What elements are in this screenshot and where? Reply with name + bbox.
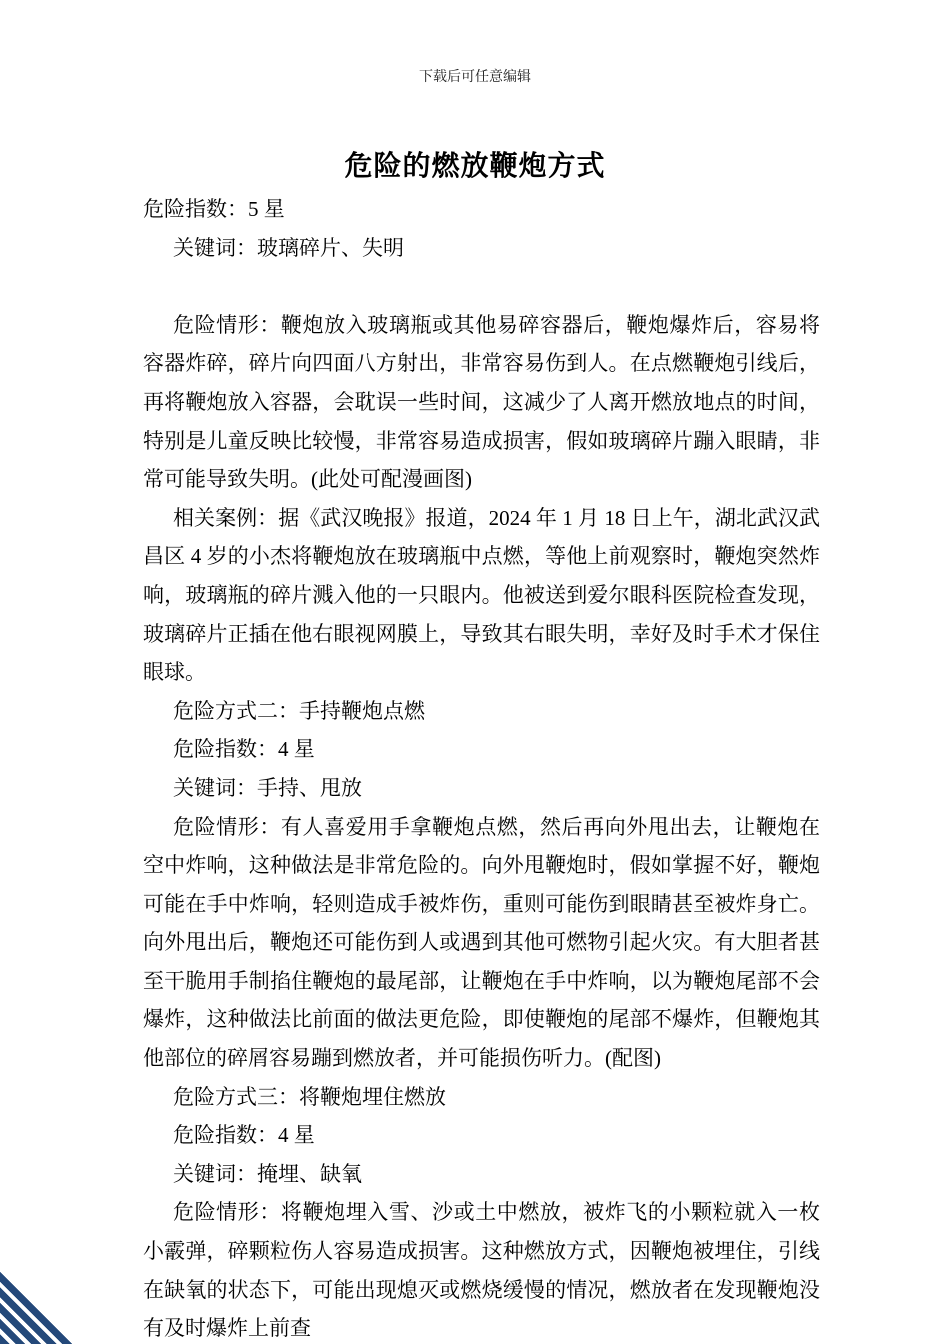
case-paragraph-1: 相关案例：据《武汉晚报》报道，2024 年 1 月 18 日上午，湖北武汉武昌区 4 岁的小杰将鞭炮放在玻璃瓶中点燃，等他上前观察时，鞭炮突然炸响，玻璃瓶的碎片溅入他的一只眼内。他被送到爱尔眼科医院检查发现，玻璃碎片正插在他右眼视网膜上，导致其右眼失明，幸好及时手术才保住眼球。 — [143, 505, 820, 685]
section-heading-3: 危险方式三：将鞭炮埋住燃放 — [173, 1084, 446, 1109]
danger-index-3: 危险指数：4 星 — [173, 1123, 315, 1148]
page-title: 危险的燃放鞭炮方式 — [344, 151, 606, 182]
watermark-text: 下载后可任意编辑 — [419, 70, 531, 85]
document-body — [143, 190, 820, 1344]
danger-index-1: 危险指数：5 星 — [143, 197, 285, 221]
danger-index-2: 危险指数：4 星 — [173, 737, 315, 762]
keywords-1: 关键词：玻璃碎片、失明 — [173, 235, 404, 260]
situation-paragraph-1: 危险情形：鞭炮放入玻璃瓶或其他易碎容器后，鞭炮爆炸后，容易将容器炸碎，碎片向四面八方射出，非常容易伤到人。在点燃鞭炮引线后，再将鞭炮放入容器，会耽误一些时间，这减少了人离开燃放地点的时间，特别是儿童反映比较慢，非常容易造成损害，假如玻璃碎片蹦入眼睛，非常可能导致失明。(此处可配漫画图) — [143, 312, 820, 492]
section-heading-2: 危险方式二：手持鞭炮点燃 — [173, 698, 425, 723]
keywords-2: 关键词：手持、甩放 — [173, 775, 362, 800]
situation-paragraph-3: 危险情形：将鞭炮埋入雪、沙或土中燃放，被炸飞的小颗粒就入一枚小霰弹，碎颗粒伤人容易造成损害。这种燃放方式，因鞭炮被埋住，引线在缺氧的状态下，可能出现熄灭或燃烧缓慢的情况，燃放者在发现鞭炮没有及时爆炸上前查 — [143, 1200, 820, 1341]
situation-paragraph-2: 危险情形：有人喜爱用手拿鞭炮点燃，然后再向外甩出去，让鞭炮在空中炸响，这种做法是非常危险的。向外甩鞭炮时，假如掌握不好，鞭炮可能在手中炸响，轻则造成手被炸伤，重则可能伤到眼睛甚至被炸身亡。向外甩出后，鞭炮还可能伤到人或遇到其他可燃物引起火灾。有大胆者甚至干脆用手制掐住鞭炮的最尾部，让鞭炮在手中炸响，以为鞭炮尾部不会爆炸，这种做法比前面的做法更危险，即使鞭炮的尾部不爆炸，但鞭炮其他部位的碎屑容易蹦到燃放者，并可能损伤听力。(配图) — [143, 814, 820, 1071]
keywords-3: 关键词：掩埋、缺氧 — [173, 1161, 362, 1186]
corner-fold-decoration — [0, 1268, 76, 1344]
